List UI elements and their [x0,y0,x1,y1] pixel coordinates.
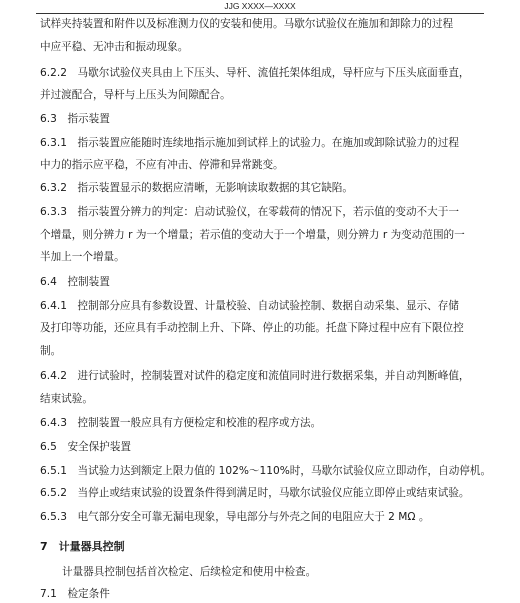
clause-6-3-3: 6.3.3 指示装置分辨力的判定：启动试验仪，在零载荷的情况下，若示值的变动不大于一 [40,206,459,218]
body-line: 中应平稳、无冲击和振动现象。 [40,41,189,53]
body-line: 结束试验。 [40,393,93,405]
clause-6-3-1: 6.3.1 指示装置应能随时连续地指示施加到试样上的试验力。在施加或卸除试验力的过程 [40,137,459,149]
header-rule [36,13,484,14]
body-line: 试样夹持装置和附件以及标准测力仪的安装和使用。马歇尔试验仪在施加和卸除力的过程 [40,18,454,30]
clause-6-5-3: 6.5.3 电气部分安全可靠无漏电现象，导电部分与外壳之间的电阻应大于 2 MΩ 。 [40,511,430,523]
page-header: JJG XXXX—XXXX [224,1,296,11]
clause-6-3-2: 6.3.2 指示装置显示的数据应清晰，无影响读取数据的其它缺陷。 [40,182,353,194]
clause-6-4-2: 6.4.2 进行试验时，控制装置对试件的稳定度和流值同时进行数据采集，并自动判断峰值， [40,370,470,382]
body-line: 个增量，则分辨力 r 为一个增量；若示值的变动大于一个增量，则分辨力 r 为变动范围的一 [40,229,465,241]
heading-7-1: 7.1 检定条件 [40,588,110,600]
clause-6-4-1: 6.4.1 控制部分应具有参数设置、计量校验、自动试验控制、数据自动采集、显示、存储 [40,300,459,312]
body-line: 中力的指示应平稳，不应有冲击、停滞和异常跳变。 [40,159,284,171]
body-line: 半加上一个增量。 [40,251,125,263]
body-line: 并过渡配合，导杆与上压头为间隙配合。 [40,89,231,101]
heading-6-4: 6.4 控制装置 [40,276,110,288]
clause-6-5-2: 6.5.2 当停止或结束试验的设置条件得到满足时，马歇尔试验仪应能立即停止或结束试验。 [40,487,470,499]
body-line: 及打印等功能，还应具有手动控制上升、下降、停止的功能。托盘下降过程中应有下限位控 [40,322,464,334]
heading-6-3: 6.3 指示装置 [40,113,110,125]
clause-6-2-2: 6.2.2 马歇尔试验仪夹具由上下压头、导杆、流值托架体组成，导杆应与下压头底面垂直， [40,67,470,79]
body-line: 计量器具控制包括首次检定、后续检定和使用中检查。 [62,566,317,578]
heading-6-5: 6.5 安全保护装置 [40,441,132,453]
section-7-heading: 7 计量器具控制 [40,540,125,553]
clause-6-5-1: 6.5.1 当试验力达到额定上限力值的 102%～110%时，马歇尔试验仪应立即动作，自动停机。 [40,465,492,477]
body-line: 制。 [40,345,62,357]
clause-6-4-3: 6.4.3 控制装置一般应具有方便检定和校准的程序或方法。 [40,417,322,429]
